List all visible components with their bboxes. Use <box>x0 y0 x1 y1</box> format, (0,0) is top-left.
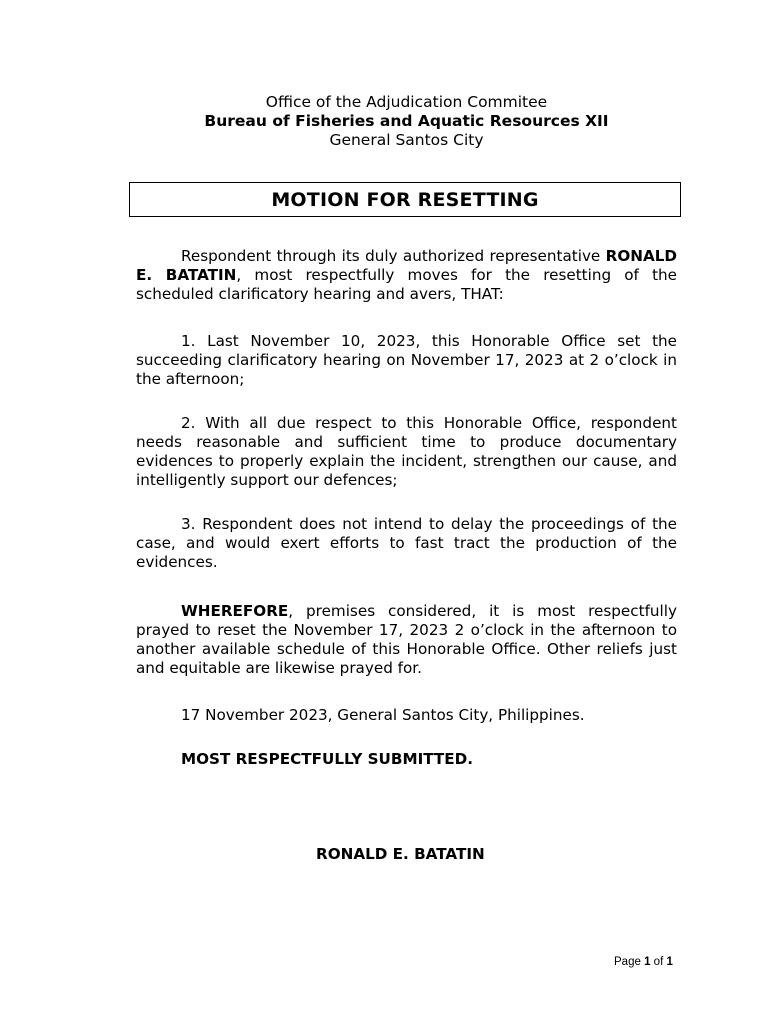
of-word: of <box>653 956 664 968</box>
numbered-paragraph-1 <box>136 332 677 389</box>
page-word: Page <box>614 956 641 968</box>
total-pages: 1 <box>666 956 673 968</box>
date-place-line: 17 November 2023, General Santos City, Philippines. <box>181 706 585 724</box>
numbered-paragraph-2 <box>136 414 677 490</box>
current-page: 1 <box>644 956 651 968</box>
representative-name: RONALD E. BATATIN <box>136 247 677 284</box>
paragraph-2-text: 2. With all due respect to this Honorable Office, respondent needs reasonable and sufficient time to produce documentary evidences to properly explain the incident, strengthen our cause, and intelligently support our defences; <box>136 414 677 489</box>
intro-lead: Respondent through its duly authorized representative <box>181 247 601 265</box>
document-title: MOTION FOR RESETTING <box>271 188 539 211</box>
intro-rest: , most respectfully moves for the resetting of the scheduled clarificatory hearing and avers, THAT: <box>136 266 677 303</box>
wherefore-paragraph <box>136 602 677 678</box>
office-name: Office of the Adjudication Commitee <box>265 93 548 111</box>
document-title-box <box>129 182 681 217</box>
numbered-paragraph-3 <box>136 515 677 572</box>
city-name: General Santos City <box>329 131 484 149</box>
bureau-name: Bureau of Fisheries and Aquatic Resources XII <box>204 112 609 130</box>
page-number <box>614 955 673 969</box>
letterhead <box>0 93 768 150</box>
wherefore-rest: , premises considered, it is most respectfully prayed to reset the November 17, 2023 2 o’clock in the afternoon to another available schedule of this Honorable Office. Other reliefs just and equitable are likewise prayed for. <box>136 602 677 677</box>
paragraph-3-text: 3. Respondent does not intend to delay the proceedings of the case, and would exert efforts to fast tract the production of the evidences. <box>136 515 677 571</box>
paragraph-1-text: 1. Last November 10, 2023, this Honorable Office set the succeeding clarificatory hearing on November 17, 2023 at 2 o’clock in the afternoon; <box>136 332 677 388</box>
signatory-name: RONALD E. BATATIN <box>316 845 485 863</box>
intro-paragraph <box>136 247 677 304</box>
submission-line: MOST RESPECTFULLY SUBMITTED. <box>181 750 474 768</box>
wherefore-keyword: WHEREFORE <box>181 602 289 620</box>
